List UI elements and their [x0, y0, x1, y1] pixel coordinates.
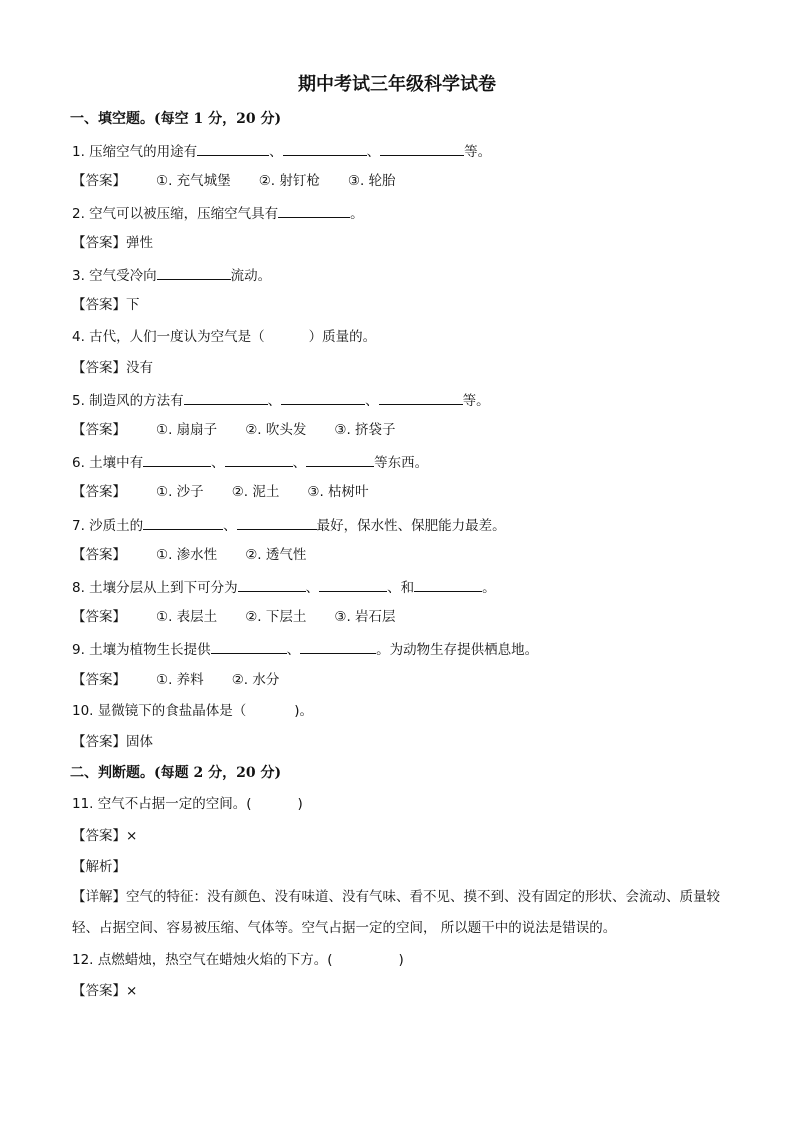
answer-12: 【答案】× — [72, 983, 138, 999]
answer-5: 【答案】 ①. 扇扇子 ②. 吹头发 ③. 挤袋子 — [72, 422, 396, 438]
answer-blank[interactable] — [414, 576, 482, 592]
question-7: 7. 沙质土的 、 最好，保水性、保肥能力最差。 — [72, 514, 506, 536]
answer-9: 【答案】 ①. 养料 ②. 水分 — [72, 672, 280, 688]
page-title: 期中考试三年级科学试卷 — [298, 74, 496, 95]
answer-blank[interactable] — [238, 576, 306, 592]
question-3: 3. 空气受冷向 流动。 — [72, 264, 271, 286]
answer-2: 【答案】弹性 — [72, 235, 153, 251]
answer-10: 【答案】固体 — [72, 734, 153, 750]
answer-blank[interactable] — [184, 389, 268, 405]
answer-blank[interactable] — [157, 264, 231, 280]
answer-blank[interactable] — [143, 451, 211, 467]
answer-blank[interactable] — [306, 451, 374, 467]
question-8: 8. 土壤分层从上到下可分为 、 、和 。 — [72, 576, 496, 598]
question-5: 5. 制造风的方法有 、 、 等。 — [72, 389, 490, 411]
answer-4: 【答案】没有 — [72, 360, 153, 376]
question-2: 2. 空气可以被压缩，压缩空气具有 。 — [72, 202, 364, 224]
answer-blank[interactable] — [380, 140, 464, 156]
answer-3: 【答案】下 — [72, 297, 140, 313]
section-judge-heading: 二、判断题。(每题 2 分，20 分) — [70, 765, 282, 781]
question-10: 10. 显微镜下的食盐晶体是（ )。 — [72, 703, 314, 719]
answer-blank[interactable] — [225, 451, 293, 467]
answer-11: 【答案】× — [72, 828, 138, 844]
question-11: 11. 空气不占据一定的空间。( ) — [72, 796, 303, 812]
analysis-11-label: 【解析】 — [72, 859, 126, 875]
question-4: 4. 古代，人们一度认为空气是（ ）质量的。 — [72, 329, 377, 345]
answer-blank[interactable] — [143, 514, 223, 530]
question-9: 9. 土壤为植物生长提供 、 。为动物生存提供栖息地。 — [72, 638, 538, 660]
answer-blank[interactable] — [211, 638, 287, 654]
question-6: 6. 土壤中有 、 、 等东西。 — [72, 451, 428, 473]
answer-1: 【答案】 ①. 充气城堡 ②. 射钉枪 ③. 轮胎 — [72, 173, 396, 189]
answer-blank[interactable] — [300, 638, 376, 654]
answer-blank[interactable] — [283, 140, 367, 156]
section-fill-heading: 一、填空题。(每空 1 分，20 分) — [70, 111, 282, 127]
answer-blank[interactable] — [197, 140, 269, 156]
analysis-11-detail: 【详解】空气的特征：没有颜色、没有味道、没有气味、看不见、摸不到、没有固定的形状、会流动、质量较轻、占据空间、容易被压缩、气体等。空气占据一定的空间， 所以题干中的说法是错误的。 — [72, 889, 720, 936]
answer-6: 【答案】 ①. 沙子 ②. 泥土 ③. 枯树叶 — [72, 484, 369, 500]
answer-blank[interactable] — [379, 389, 463, 405]
question-1: 1. 压缩空气的用途有 、 、 等。 — [72, 140, 491, 162]
answer-blank[interactable] — [278, 202, 350, 218]
question-12: 12. 点燃蜡烛，热空气在蜡烛火焰的下方。( ) — [72, 952, 404, 968]
answer-blank[interactable] — [281, 389, 365, 405]
answer-8: 【答案】 ①. 表层土 ②. 下层土 ③. 岩石层 — [72, 609, 396, 625]
answer-7: 【答案】 ①. 渗水性 ②. 透气性 — [72, 547, 307, 563]
answer-blank[interactable] — [237, 514, 317, 530]
answer-blank[interactable] — [319, 576, 387, 592]
